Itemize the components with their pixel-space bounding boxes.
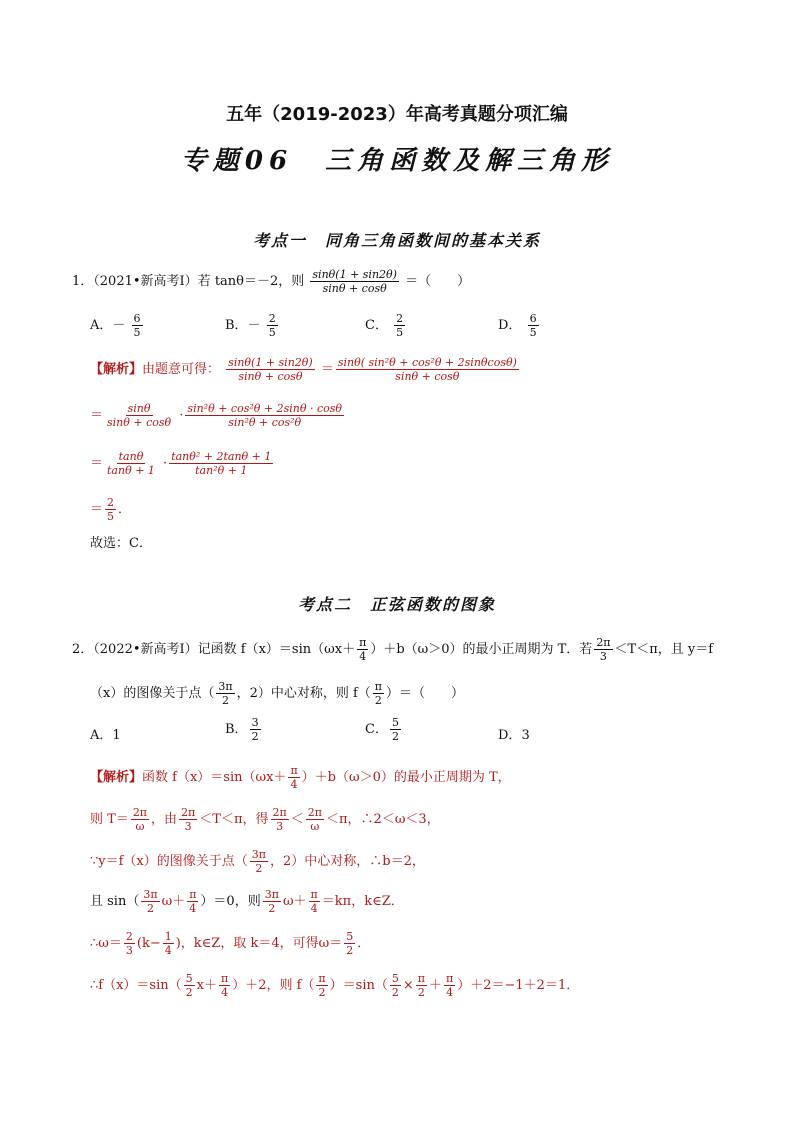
topic-title: 专题06 三角函数及解三角形 <box>180 146 614 176</box>
question-2-stem-line-1: 2．（2022•新高考Ⅰ）记函数 f（x）＝sin（ωx＋ $\frac{\pi}{4}$ ）＋b（ω＞0）的最小正周期为 T．若 $\frac{2\pi}{3}$ ＜T＜π，且 y＝f <box>72 636 714 663</box>
q2-option-b: B． $\frac{3}{2}$ <box>225 716 259 743</box>
q1-option-a: A．－ $\frac{6}{5}$ <box>90 312 141 339</box>
section-title-1: 考点一 同角三角函数间的基本关系 <box>252 231 541 250</box>
q2-solution-line-1: 【解析】函数 f（x）＝sin（ωx＋ $\frac{\pi}{4}$ ）＋b（ω＞0）的最小正周期为 T， <box>90 764 511 791</box>
q2-solution-line-6: ∴f（x）＝sin（ $\frac{5}{2}$ x＋ $\frac{\pi}{4}$ ）＋2，则 f（ $\frac{\pi}{2}$ ）＝sin（ $\frac{5}{2}$ × $\frac{\pi}{2}$ ＋ $\frac{\pi}{4}$ ）＋2＝−1＋2＝1． <box>90 972 580 999</box>
q2-option-c: C． $\frac{5}{2}$ <box>365 716 399 743</box>
document-title: 五年（2019-2023）年高考真题分项汇编 <box>226 104 568 125</box>
q1-solution-line-2: ＝ $\frac{\sin\theta}{\sin\theta + \cos\theta}$ · $\frac{\text{sin²θ + cos²θ + 2sinθ · cosθ}}{\text{sin²θ + cos²θ}}$ <box>90 402 342 429</box>
fraction: $\frac{\sin\theta(1 + \sin 2\theta)}{\sin\theta + \cos\theta}$ <box>312 268 397 295</box>
q2-solution-line-2: 则 T＝ $\frac{2\pi}{\omega}$ ，由 $\frac{2\pi}{3}$ ＜T＜π，得 $\frac{2\pi}{3}$ ＜ $\frac{2\pi}{\omega}$ ＜π，∴2＜ω＜3， <box>90 806 440 833</box>
q1-solution-line-1: 【解析】由题意可得： $\frac{\sin\theta(1 + \sin 2\theta)}{\sin\theta + \cos\theta}$ ＝ $\frac{\text{sinθ( sin²θ + cos²θ + 2sinθcosθ)}}{\sin\theta + \cos\theta}$ <box>90 356 517 383</box>
q1-answer: 故选：C． <box>90 536 152 551</box>
q1-solution-line-4: ＝ $\frac{2}{5}$ ． <box>90 496 132 523</box>
section-title-2: 考点二 正弦函数的图象 <box>297 595 496 614</box>
q2-solution-line-5: ∴ω＝ $\frac{2}{3}$ (k− $\frac{1}{4}$ )，k∈Z，取 k＝4，可得ω＝ $\frac{5}{2}$ ． <box>90 930 371 957</box>
q2-solution-line-3: ∵y＝f（x）的图像关于点（ $\frac{3\pi}{2}$ ，2）中心对称，∴b＝2， <box>90 848 425 875</box>
q2-option-d: D．3 <box>498 728 530 743</box>
q1-solution-line-3: ＝ $\frac{\tan\theta}{\tan\theta + 1}$ · $\frac{\text{tanθ² + 2tanθ + 1}}{\text{tan²θ + 1}}$ <box>90 450 272 477</box>
question-1-stem: 1．（2021•新高考Ⅰ）若 tanθ＝－2，则 $\frac{\sin\theta(1 + \sin 2\theta)}{\sin\theta + \cos\theta}$ ＝（ ） <box>72 268 471 295</box>
q1-option-b: B．－ $\frac{2}{5}$ <box>225 312 276 339</box>
q2-option-a: A．1 <box>90 728 121 743</box>
question-2-stem-line-2: （x）的图像关于点（ $\frac{3\pi}{2}$ ，2）中心对称，则 f（ $\frac{\pi}{2}$ ）＝（ ） <box>90 680 465 707</box>
q2-solution-line-4: 且 sin（ $\frac{3\pi}{2}$ ω＋ $\frac{\pi}{4}$ ）＝0，则 $\frac{3\pi}{2}$ ω＋ $\frac{\pi}{4}$ ＝kπ，k∈Z． <box>90 888 404 915</box>
q1-option-d: D． $\frac{6}{5}$ <box>498 312 537 339</box>
q1-option-c: C． $\frac{2}{5}$ <box>365 312 404 339</box>
